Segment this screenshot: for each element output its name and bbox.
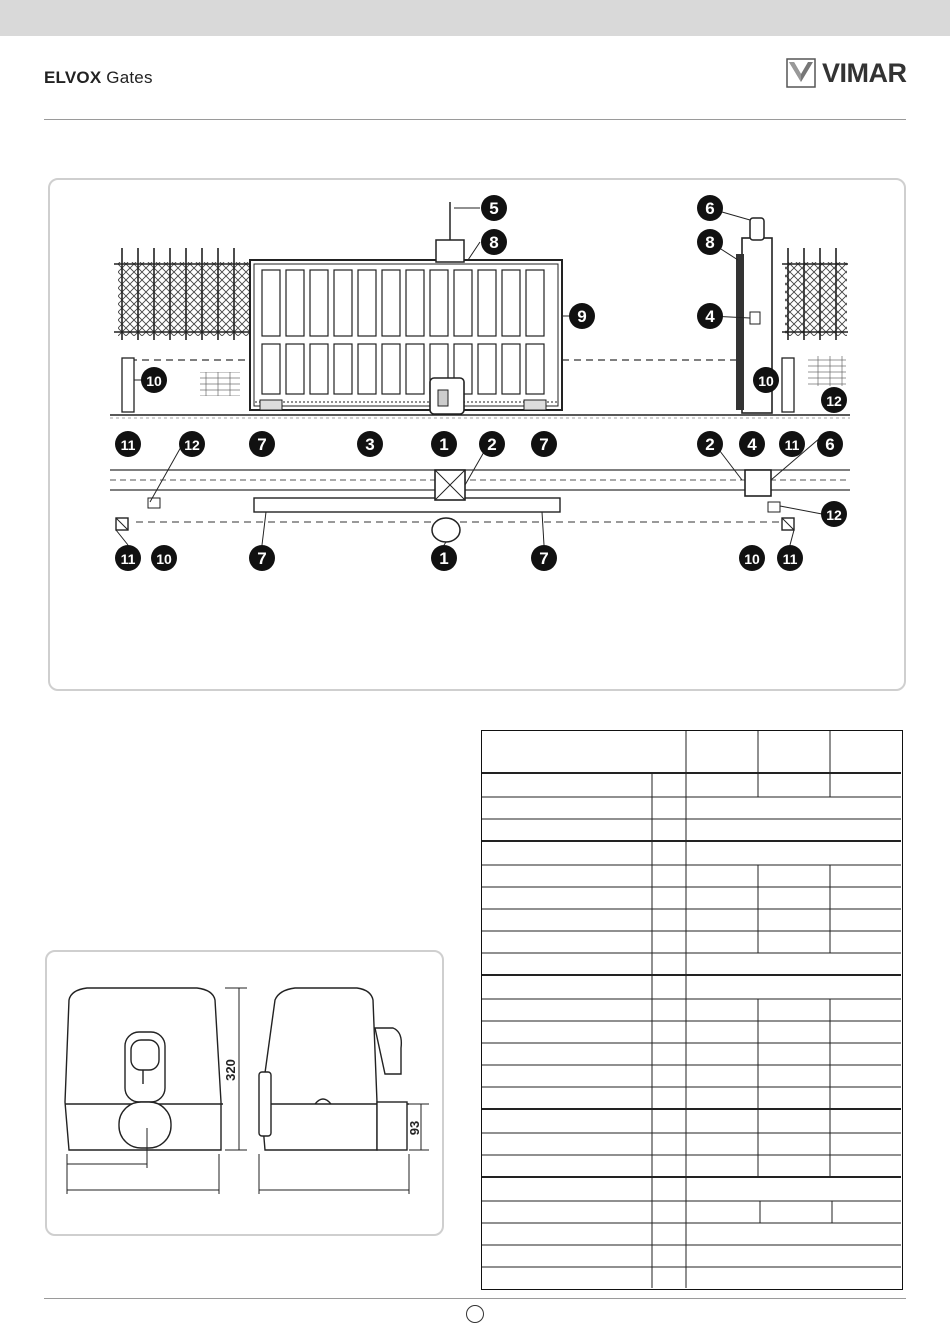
dimensions-panel <box>45 950 444 1236</box>
brand-bold: ELVOX <box>44 68 102 87</box>
vimar-logo-icon <box>786 58 816 90</box>
plan-callout-7-left: 7 <box>257 549 267 568</box>
plan-callout-11-left: 11 <box>120 551 136 567</box>
left-fence <box>114 248 253 340</box>
callout-9: 9 <box>577 307 587 326</box>
plan-callout-12-right: 12 <box>826 507 842 523</box>
callout-11-left: 11 <box>120 437 136 453</box>
callout-4-bottom: 4 <box>747 435 757 454</box>
callout-11-right: 11 <box>784 437 800 453</box>
left-brick-wall <box>200 372 240 396</box>
plan-motor <box>432 518 460 542</box>
sliding-gate-leaf <box>250 260 562 410</box>
flashing-light <box>436 202 464 262</box>
gate-installation-panel <box>48 178 906 691</box>
plan-callout-10-right: 10 <box>744 551 760 567</box>
callout-3: 3 <box>365 435 375 454</box>
header-rule <box>44 119 906 120</box>
plan-callout-1: 1 <box>439 549 449 568</box>
plan-callout-11-right: 11 <box>782 551 798 567</box>
right-fence <box>782 248 848 340</box>
right-brick-wall <box>808 356 846 386</box>
motor-dimensions-drawing <box>47 952 442 1234</box>
callout-10-right: 10 <box>758 373 774 389</box>
gate-installation-diagram <box>50 180 904 689</box>
motor-front-view <box>65 988 223 1150</box>
gate-plan-view <box>110 470 850 542</box>
top-band <box>0 0 950 36</box>
callout-2-right: 2 <box>705 435 715 454</box>
callout-7-right: 7 <box>539 435 549 454</box>
callout-2-left: 2 <box>487 435 497 454</box>
technical-data-table <box>481 730 903 1290</box>
motor-side-view <box>259 988 409 1150</box>
callout-10-left: 10 <box>146 373 162 389</box>
callout-6-top: 6 <box>705 199 715 218</box>
brand-name <box>44 68 153 88</box>
callout-7-left: 7 <box>257 435 267 454</box>
dimension-base-height: 93 <box>407 1120 422 1136</box>
gate-elevation-view <box>110 202 850 418</box>
plan-callout-7-right: 7 <box>539 549 549 568</box>
callout-8: 8 <box>489 233 499 252</box>
callout-6-bottom: 6 <box>825 435 835 454</box>
callout-5: 5 <box>489 199 499 218</box>
motor-unit <box>430 378 464 414</box>
callout-1-top: 1 <box>439 435 449 454</box>
callout-12-left: 12 <box>184 437 200 453</box>
callout-12-right: 12 <box>826 393 842 409</box>
logo-text: VIMAR <box>822 58 907 88</box>
vimar-logo <box>786 58 908 90</box>
callout-4-top: 4 <box>705 307 715 326</box>
plan-callout-10-left: 10 <box>156 551 172 567</box>
brand-light: Gates <box>101 68 153 87</box>
dimension-height: 320 <box>223 1059 238 1081</box>
left-photocell-post <box>122 358 134 412</box>
table-grid <box>482 731 901 1288</box>
footer-rule <box>44 1298 906 1299</box>
plan-junction-box-right <box>745 470 771 496</box>
page-number-circle <box>466 1305 484 1323</box>
callout-8-right: 8 <box>705 233 715 252</box>
right-photocell-post <box>782 358 794 412</box>
